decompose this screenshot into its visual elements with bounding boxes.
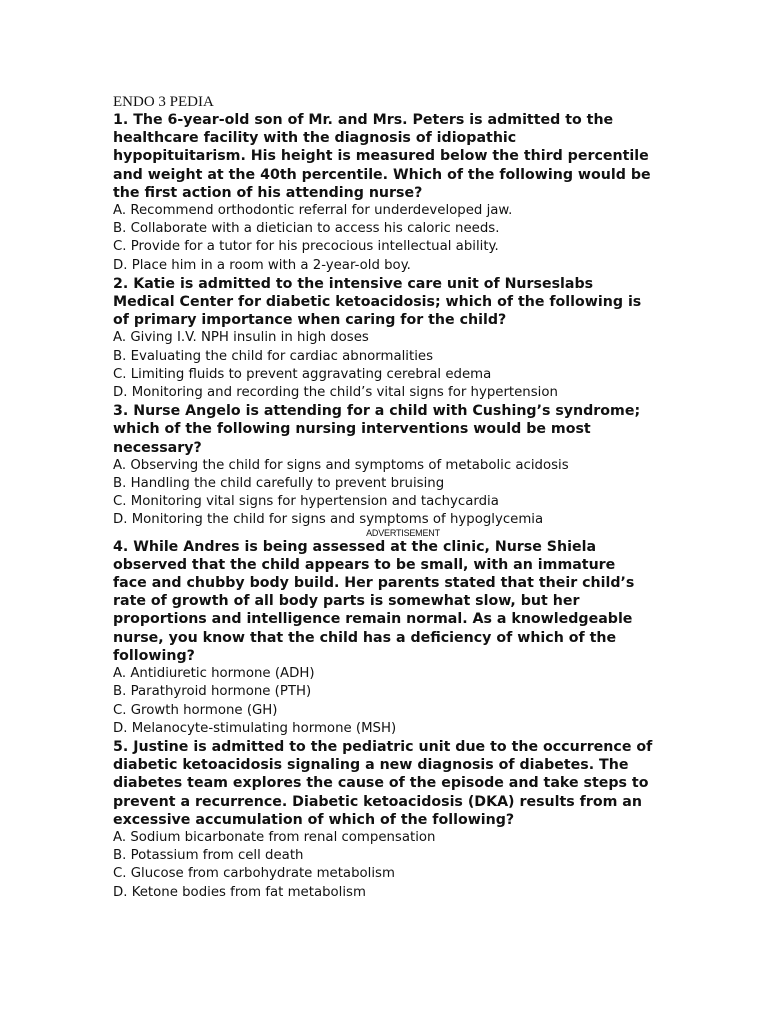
answer-option-b: B. Parathyroid hormone (PTH) [113,684,312,700]
answer-option-d: D. Place him in a room with a 2-year-old boy. [113,257,411,273]
answer-option-a: A. Giving I.V. NPH insulin in high doses [113,330,369,346]
answer-option-c: C. Growth hormone (GH) [113,702,278,718]
answer-options [113,665,653,738]
answer-option-b: B. Evaluating the child for cardiac abnormalities [113,348,434,364]
answer-option-d: D. Monitoring and recording the child’s vital signs for hypertension [113,385,558,401]
question-2 [113,275,653,402]
answer-option-c: C. Limiting fluids to prevent aggravating cerebral edema [113,366,492,382]
question-text: 5. Justine is admitted to the pediatric unit due to the occurrence of diabetic ketoacidosis signaling a new diagnosis of diabetes. The diabetes team explores the cause of the episode and take steps to prevent a recurrence. Diabetic ketoacidosis (DKA) results from an excessive accumulation of which of the following? [113,738,653,828]
answer-option-b: B. Potassium from cell death [113,848,304,864]
question-4 [113,538,653,738]
answer-option-b: B. Collaborate with a dietician to access his caloric needs. [113,221,500,237]
question-3 [113,402,653,529]
answer-options [113,329,653,402]
answer-option-a: A. Recommend orthodontic referral for underdeveloped jaw. [113,203,513,219]
answer-options [113,202,653,275]
question-text: 4. While Andres is being assessed at the clinic, Nurse Shiela observed that the child appears to be small, with an immature face and chubby body build. Her parents stated that their child’s rate of growth of all body parts is somewhat slow, but her proportions and intelligence remain normal. As a knowledgeable nurse, you know that the child has a deficiency of which of the following? [113,538,635,664]
question-text: 3. Nurse Angelo is attending for a child with Cushing’s syndrome; which of the following nursing interventions would be most necessary? [113,403,641,456]
answer-option-b: B. Handling the child carefully to prevent bruising [113,476,445,492]
answer-option-d: D. Melanocyte-stimulating hormone (MSH) [113,720,397,736]
answer-option-a: A. Observing the child for signs and symptoms of metabolic acidosis [113,457,569,473]
document-title: ENDO 3 PEDIA [113,94,214,110]
answer-option-a: A. Antidiuretic hormone (ADH) [113,666,315,682]
document-page [113,94,653,902]
question-text: 2. Katie is admitted to the intensive care unit of Nurseslabs Medical Center for diabetic ketoacidosis; which of the following is of primary importance when caring for the child? [113,275,642,329]
answer-option-a: A. Sodium bicarbonate from renal compensation [113,829,436,845]
advertisement-label: ADVERTISEMENT [366,527,440,538]
answer-option-c: C. Provide for a tutor for his precocious intellectual ability. [113,239,499,255]
answer-options [113,457,653,530]
question-5 [113,738,653,902]
answer-option-c: C. Monitoring vital signs for hypertension and tachycardia [113,494,499,510]
question-text: 1. The 6-year-old son of Mr. and Mrs. Peters is admitted to the healthcare facility with the diagnosis of idiopathic hypopituitarism. His height is measured below the third percentile and weight at the 40th percentile. Which of the following would be the first action of his attending nurse? [113,112,651,201]
answer-option-d: D. Monitoring the child for signs and symptoms of hypoglycemia [113,512,544,528]
answer-options [113,829,653,902]
answer-option-d: D. Ketone bodies from fat metabolism [113,884,366,900]
answer-option-c: C. Glucose from carbohydrate metabolism [113,866,395,882]
question-1 [113,111,653,275]
